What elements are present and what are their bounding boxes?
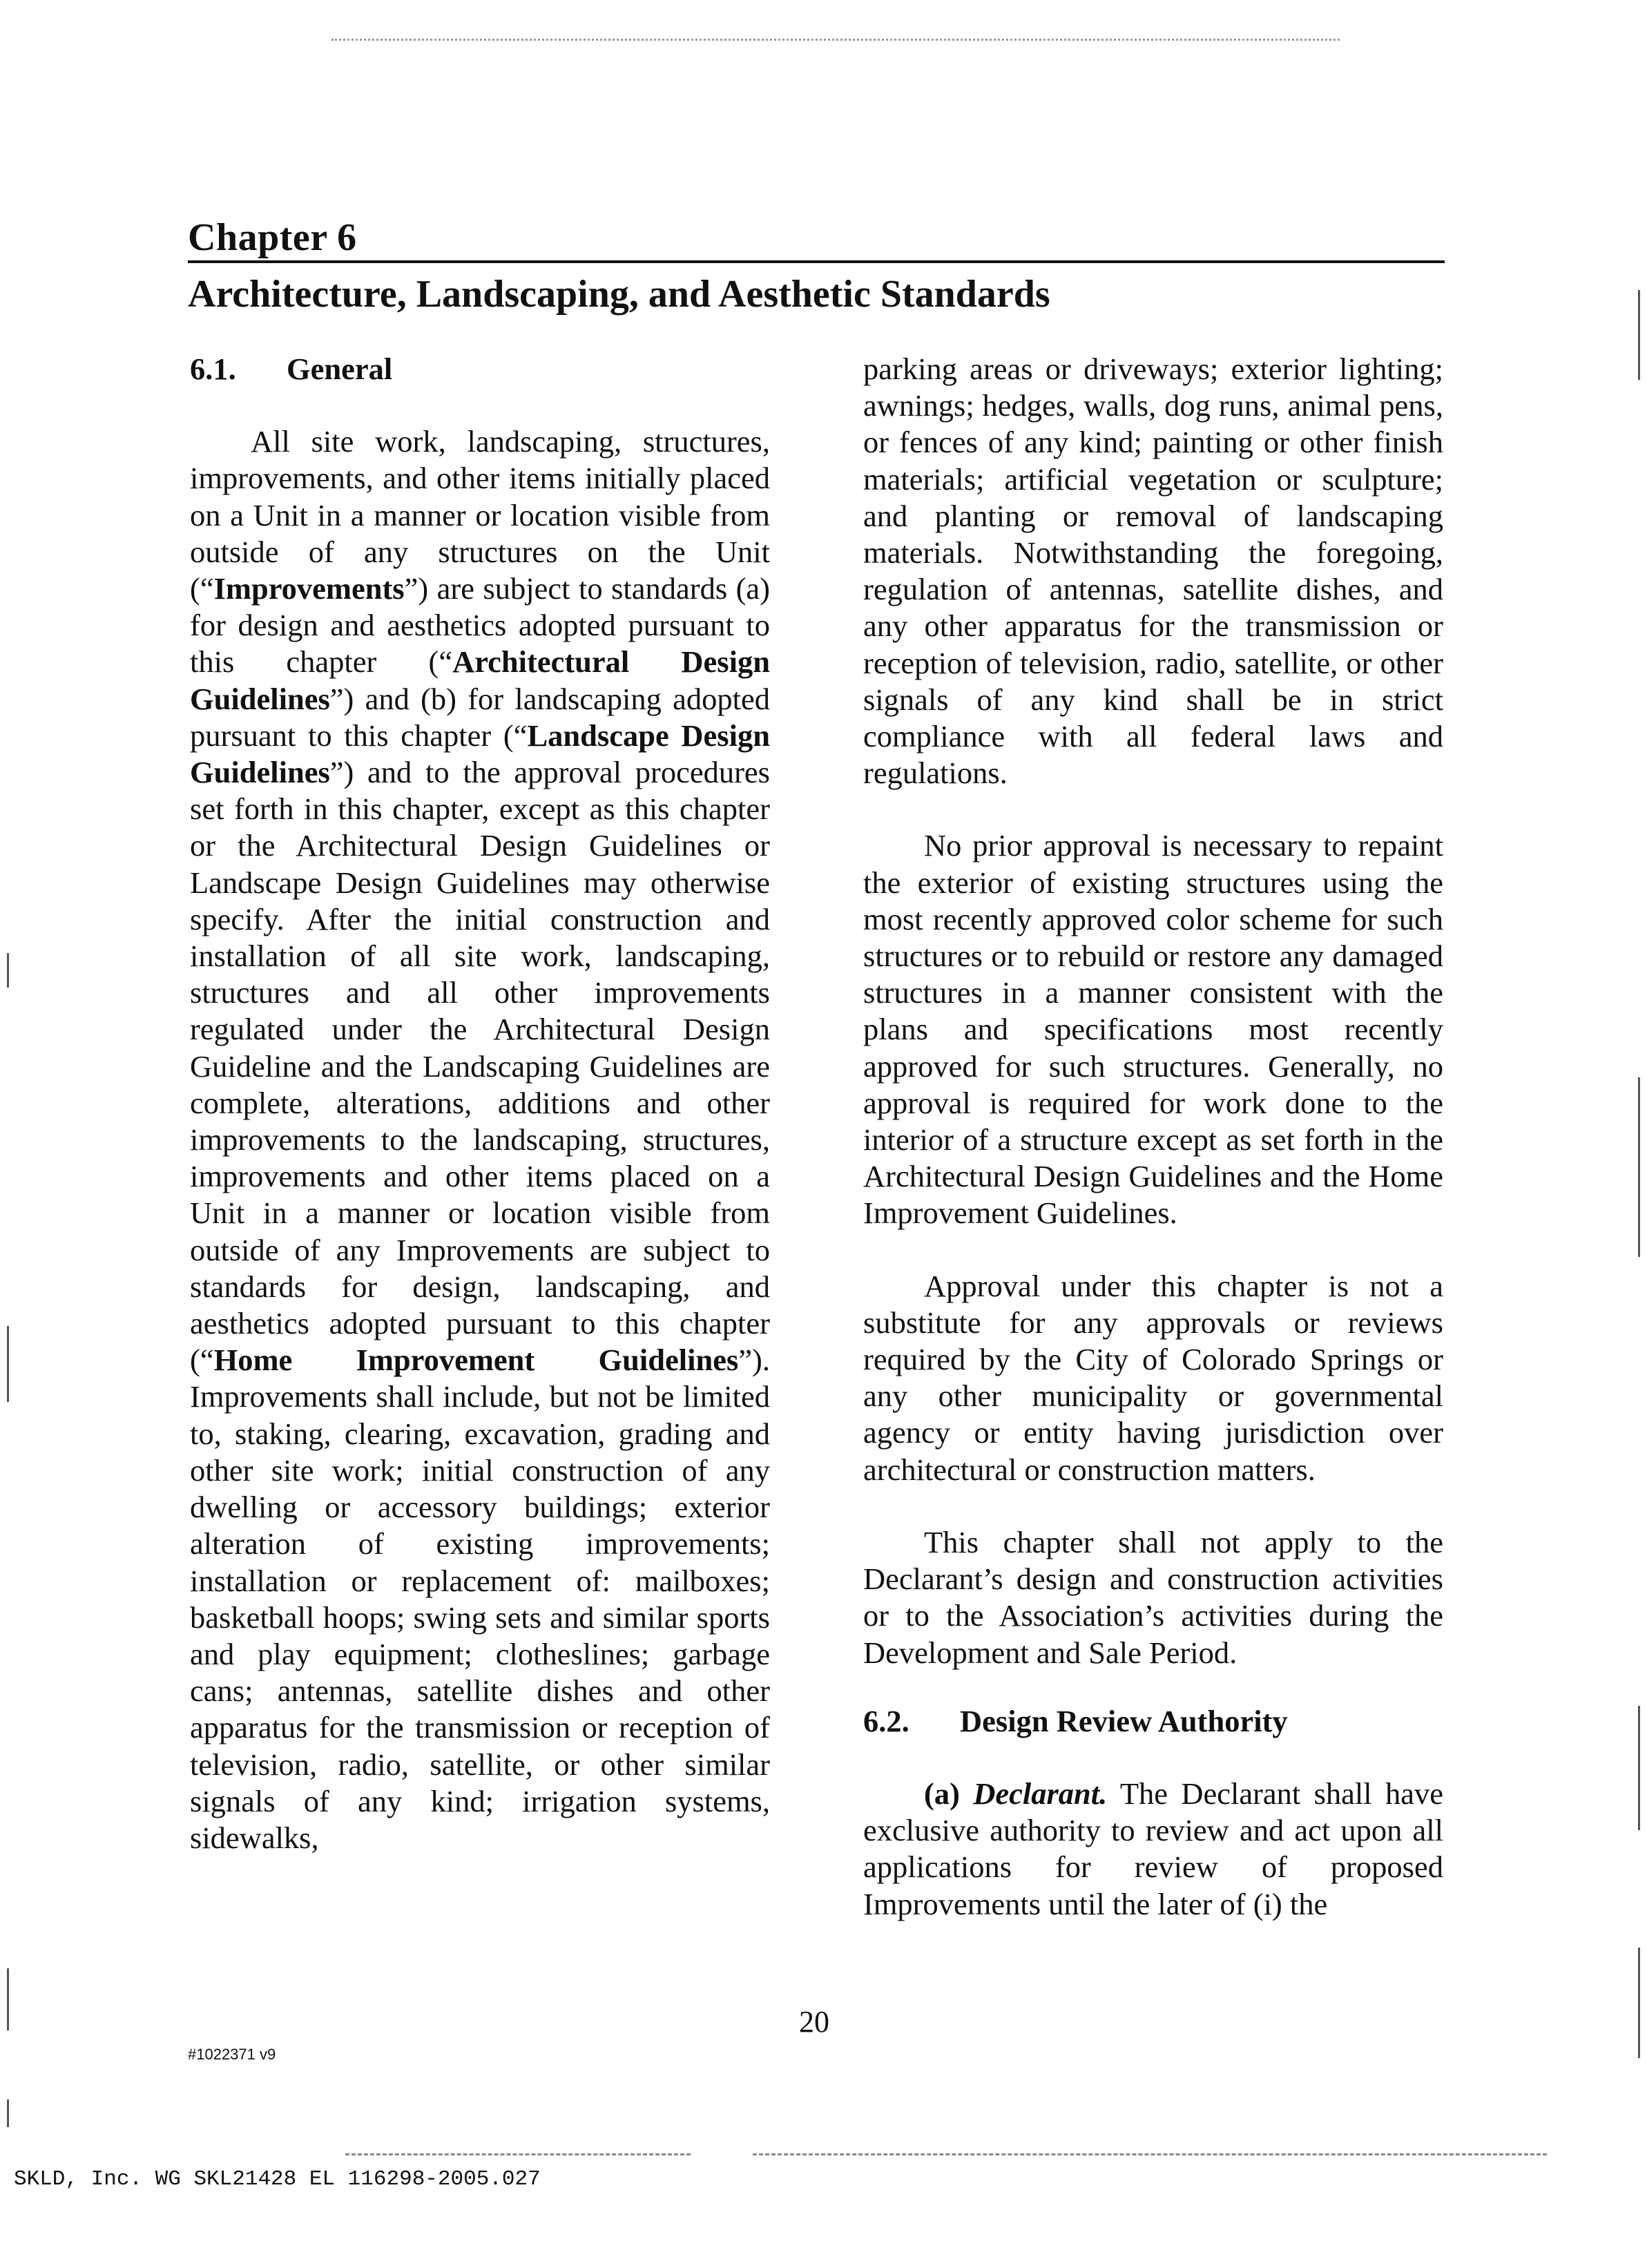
scan-artifact-bottom-2	[753, 2153, 1547, 2155]
subsection-term: Declarant.	[973, 1776, 1108, 1811]
right-column	[863, 351, 1443, 1923]
paragraph-declarant-authority	[863, 1776, 1443, 1923]
scan-artifact-left-4	[7, 2099, 9, 2127]
section-title: General	[287, 352, 393, 386]
paragraph-general	[190, 423, 770, 1856]
section-number: 6.2.	[863, 1703, 909, 1738]
subsection-label: (a)	[924, 1776, 960, 1811]
text-run: ”) and to the approval procedures set forth in this chapter, except as this chapter or the Architectural Design Guidelines or Landscape Design Guidelines may otherwise specify. After the initial construction and installation of all site work, landscaping, structures and all other improvements regulated under the Architectural Design Guideline and the Landscaping Guidelines are complete, alterations, additions and other improvements to the landscaping, structures, improvements and other items placed on a Unit in a manner or location visible from outside of any Improvements are subject to standards for design, landscaping, and aesthetics adopted pursuant to this chapter (“	[190, 755, 770, 1378]
footer-stamp: SKLD, Inc. WG SKL21428 EL 116298-2005.027	[14, 2167, 541, 2191]
defined-term-architectural-design-guidelines: Architectural Design Guidelines	[190, 644, 770, 716]
chapter-title: Architecture, Landscaping, and Aesthetic Standards	[188, 273, 1050, 316]
chapter-label: Chapter 6	[188, 216, 357, 259]
text-run: The Declarant shall have exclusive authority to review and act upon all applications for review of proposed Improvements until the later of (i) the	[863, 1776, 1443, 1921]
section-title: Design Review Authority	[960, 1703, 1288, 1738]
defined-term-home-improvement-guidelines: Home Improvement Guidelines	[213, 1343, 739, 1378]
defined-term-improvements: Improvements	[213, 571, 405, 606]
paragraph-no-prior-approval: No prior approval is necessary to repaint the exterior of existing structures using the most recently approved color scheme for such structures or to rebuild or restore any damaged structures in a manner consistent with the plans and specifications most recently approved for such structures. Generally, no approval is required for work done to the interior of a structure except as set forth in the Architectural Design Guidelines and the Home Improvement Guidelines.	[863, 828, 1443, 1231]
scan-artifact-left-2	[7, 1326, 9, 1402]
paragraph-approval-not-substitute: Approval under this chapter is not a substitute for any approvals or reviews required by the City of Colorado Springs or any other municipality or governmental agency or entity having jurisdiction over architectural or construction matters.	[863, 1268, 1443, 1487]
scan-artifact-left-1	[7, 953, 9, 988]
page-number: 20	[799, 2005, 829, 2039]
scan-artifact-right-1	[1638, 290, 1640, 380]
text-run: All site work, landscaping, structures, improvements, and other items initially placed on a Unit in a manner or location visible from outside of any structures on the Unit (“	[190, 424, 770, 606]
scan-artifact-right-3	[1638, 1706, 1640, 1830]
text-run: ”) and (b) for landscaping adopted pursuant to this chapter (“	[190, 681, 770, 753]
scan-artifact-left-3	[7, 1968, 9, 2030]
chapter-rule	[188, 260, 1445, 263]
left-column	[190, 351, 770, 1856]
scan-artifact-right-4	[1638, 1948, 1640, 2058]
paragraph-declarant-exemption: This chapter shall not apply to the Declarant’s design and construction activities or to the Association’s activities during the Development and Sale Period.	[863, 1524, 1443, 1670]
paragraph-general-continued: parking areas or driveways; exterior lighting; awnings; hedges, walls, dog runs, animal pens, or fences of any kind; painting or other finish materials; artificial vegetation or sculpture; and planting or removal of landscaping materials. Notwithstanding the foregoing, regulation of antennas, satellite dishes, and any other apparatus for the transmission or reception of television, radio, satellite, or other signals of any kind shall be in strict compliance with all federal laws and regulations.	[863, 352, 1443, 791]
defined-term-landscape-design-guidelines: Landscape Design Guidelines	[190, 718, 770, 790]
scan-artifact-bottom-1	[345, 2153, 691, 2155]
section-6-2-heading	[863, 1703, 1443, 1740]
scan-artifact-top	[331, 39, 1340, 41]
section-6-1-heading	[190, 351, 770, 387]
text-run: ”). Improvements shall include, but not be limited to, staking, clearing, excavation, grading and other site work; initial construction of any dwelling or accessory buildings; exterior alteration of existing improvements; installation or replacement of: mailboxes; basketball hoops; swing sets and similar sports and play equipment; clotheslines; garbage cans; antennas, satellite dishes and other apparatus for the transmission or reception of television, radio, satellite, or other similar signals of any kind; irrigation systems, sidewalks,	[190, 1343, 770, 1855]
document-id: #1022371 v9	[188, 2046, 276, 2063]
text-run: ”) are subject to standards (a) for design and aesthetics adopted pursuant to this chapter (“	[190, 571, 770, 680]
section-number: 6.1.	[190, 352, 236, 386]
scan-artifact-right-2	[1638, 1077, 1640, 1257]
